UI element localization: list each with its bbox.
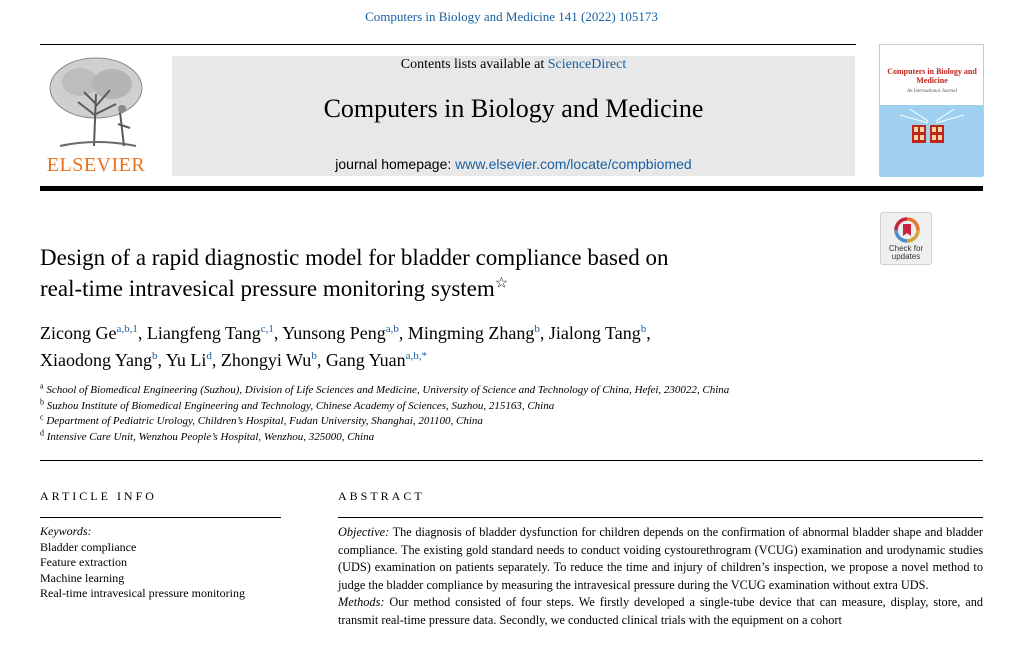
check-for-updates-label: [881, 245, 931, 261]
check-label-line1: Check for: [888, 244, 924, 253]
homepage-prefix: journal homepage:: [335, 156, 456, 172]
objective-label: Objective:: [338, 525, 390, 539]
author-line-1: [40, 320, 860, 347]
abstract-rule: [338, 517, 983, 518]
abstract-body: [338, 524, 983, 629]
running-header-citation[interactable]: Computers in Biology and Medicine 141 (2022) 105173: [365, 9, 658, 24]
keywords-block: [40, 524, 300, 602]
contents-prefix: Contents lists available at: [400, 57, 548, 72]
objective-text: The diagnosis of bladder dysfunction for children depends on the confirmation of abnormal bladder shape and bladder compliance. The existing gold standard needs to conduct voiding cystourethrogram (VCUG) examination and urodynamic studies (UDS) examination on patients separately. To reduce the time and injury of children’s inspection, we propose a novel method to judge the bladder compliance by measuring the intravesical pressure during the VCUG examination without extra UDS.: [338, 525, 983, 592]
author-affil-link[interactable]: b: [311, 350, 317, 362]
keyword-item[interactable]: Machine learning: [40, 570, 125, 585]
author-separator: ,: [316, 350, 326, 370]
journal-title: Computers in Biology and Medicine: [323, 94, 704, 123]
journal-masthead-panel: [172, 56, 855, 176]
author-name[interactable]: Yu Li: [165, 350, 207, 370]
author-line-2: [40, 347, 860, 374]
sciencedirect-link[interactable]: ScienceDirect: [547, 57, 627, 72]
article-info-heading: ARTICLE INFO: [40, 489, 157, 503]
author-name[interactable]: Gang Yuan: [325, 350, 406, 370]
cover-subtitle: An International Journal: [907, 89, 957, 94]
affiliation-text: School of Biomedical Engineering (Suzhou), Division of Life Sciences and Medicine, University of Science and Technology of China, Hefei, 230022, China: [46, 384, 730, 396]
affiliation-key: c: [40, 412, 44, 422]
author-name[interactable]: Yunsong Peng: [282, 323, 386, 343]
affiliation-item: [40, 427, 940, 446]
keywords-label: Keywords:: [40, 524, 92, 538]
keyword-item[interactable]: Bladder compliance: [40, 539, 137, 554]
methods-label: Methods:: [338, 595, 385, 609]
abstract-heading: ABSTRACT: [338, 489, 425, 503]
methods-text: Our method consisted of four steps. We firstly developed a single-tube device that can measure, display, store, and transmit real-time pressure data. Secondly, we conducted clinical trials with the equipment on a cohort: [338, 595, 983, 627]
article-title-line2: real-time intravesical pressure monitoring system: [40, 276, 495, 301]
elsevier-tree-icon: [40, 54, 152, 154]
affiliation-key: d: [40, 427, 44, 437]
homepage-line: [172, 156, 855, 172]
affiliation-key: a: [40, 381, 44, 391]
check-for-updates-button[interactable]: [880, 212, 932, 265]
bookmark-ring-icon: [894, 217, 920, 243]
cover-artwork-icon: [880, 105, 984, 177]
author-name[interactable]: Zhongyi Wu: [220, 350, 312, 370]
article-title-line1: Design of a rapid diagnostic model for bladder compliance based on: [40, 245, 669, 270]
keyword-item[interactable]: Feature extraction: [40, 555, 127, 569]
abstract-methods-paragraph: [338, 594, 983, 629]
author-name[interactable]: Xiaodong Yang: [40, 350, 153, 370]
article-title: [40, 242, 860, 304]
author-list: [40, 320, 860, 374]
affiliation-key: b: [40, 396, 44, 406]
title-footnote-star[interactable]: ☆: [494, 275, 509, 292]
affiliation-item: [40, 383, 940, 399]
affiliation-item: [40, 414, 940, 430]
affiliation-text: Suzhou Institute of Biomedical Engineering and Technology, Chinese Academy of Sciences, Suzhou, 215163, China: [46, 399, 555, 412]
journal-cover-thumbnail[interactable]: [879, 44, 984, 176]
contents-line: [172, 57, 855, 73]
elsevier-logo[interactable]: [40, 54, 152, 178]
author-name[interactable]: Jialong Tang: [548, 323, 641, 343]
author-affil-link[interactable]: a,b,*: [405, 350, 428, 362]
author-name[interactable]: Zicong Ge: [40, 323, 117, 343]
article-info-rule: [40, 517, 281, 518]
author-separator: ,: [211, 350, 221, 370]
author-affil-link[interactable]: a,b: [385, 323, 399, 335]
publisher-name: ELSEVIER: [46, 154, 146, 176]
author-affil-link[interactable]: c,1: [260, 323, 274, 335]
author-affil-link[interactable]: b: [640, 323, 647, 335]
author-affil-link[interactable]: d: [206, 350, 212, 362]
author-separator: ,: [137, 323, 147, 343]
author-separator: ,: [273, 323, 283, 343]
cover-bottom-area: [880, 105, 983, 177]
journal-homepage-link[interactable]: www.elsevier.com/locate/compbiomed: [455, 156, 692, 172]
author-affil-link[interactable]: b: [152, 350, 158, 362]
section-divider: [40, 460, 983, 461]
affiliation-text: Department of Pediatric Urology, Children’s Hospital, Fudan University, Shanghai, 201100, China: [46, 415, 483, 427]
article-title-line2-wrap: [40, 273, 860, 304]
cover-title: Computers in Biology and Medicine: [887, 67, 977, 85]
author-separator: ,: [398, 323, 408, 343]
affiliation-text: Intensive Care Unit, Wenzhou People’s Hospital, Wenzhou, 325000, China: [46, 430, 375, 443]
affiliation-item: [40, 396, 940, 415]
masthead-top-rule: [40, 44, 856, 45]
author-name[interactable]: Liangfeng Tang: [146, 323, 261, 343]
author-name[interactable]: Mingming Zhang: [407, 323, 535, 343]
abstract-objective-paragraph: [338, 524, 983, 594]
author-separator: ,: [646, 323, 651, 343]
author-separator: ,: [539, 323, 549, 343]
keyword-item[interactable]: Real-time intravesical pressure monitoring: [40, 586, 245, 600]
author-separator: ,: [157, 350, 166, 370]
affiliation-list: [40, 383, 940, 445]
author-affil-link[interactable]: a,b,1: [116, 323, 138, 335]
masthead-bottom-rule: [40, 186, 983, 191]
check-label-line2: updates: [891, 252, 921, 261]
author-affil-link[interactable]: b: [534, 323, 540, 335]
